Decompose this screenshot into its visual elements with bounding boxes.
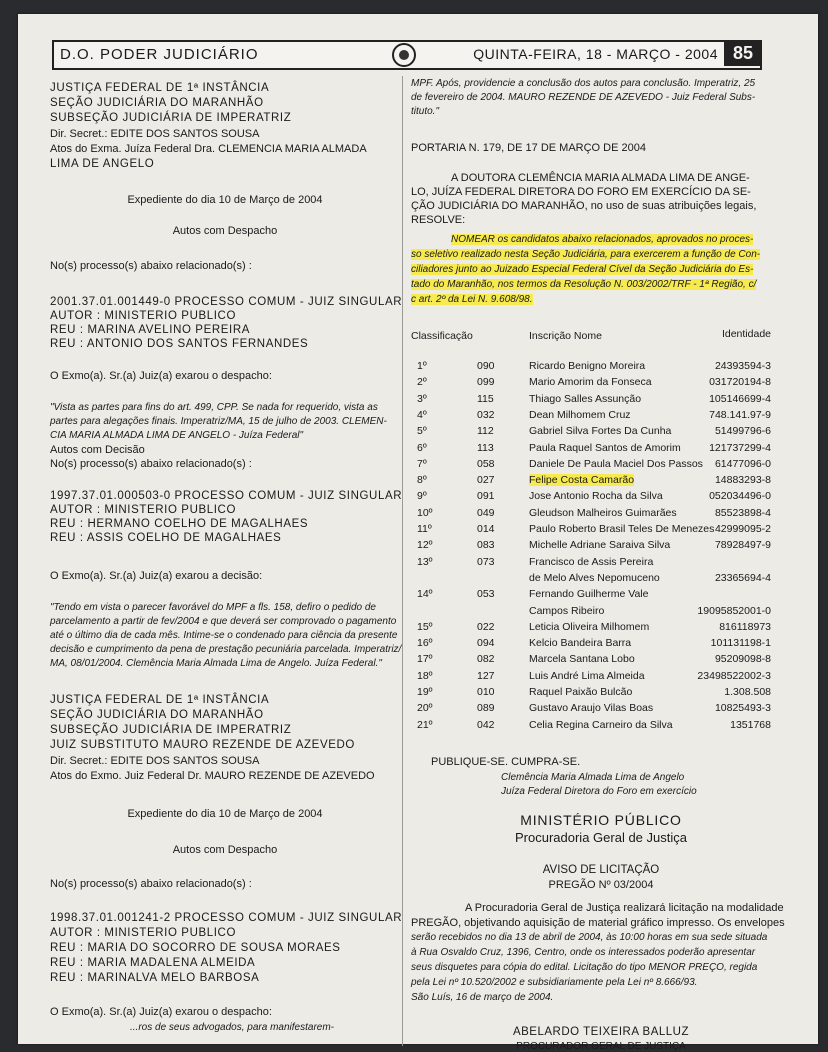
signer-name: ABELARDO TEIXEIRA BALLUZ	[512, 1026, 690, 1038]
autos-label: Autos com Despacho	[172, 844, 278, 856]
cell-cls: 11º	[417, 523, 432, 535]
signature-name: Clemência Maria Almada Lima de Angelo	[501, 772, 685, 783]
cell-nome: Campos Ribeiro	[529, 604, 605, 617]
coat-of-arms-icon	[392, 43, 416, 67]
cell-cls: 17º	[417, 653, 433, 666]
cell-cls: 5º	[417, 425, 427, 438]
processos-label: No(s) processo(s) abaixo relacionado(s) :	[50, 458, 252, 470]
table-row	[411, 719, 771, 735]
cell-nome: Thiago Salles Assunção	[529, 392, 642, 405]
table-row	[411, 539, 771, 555]
case-line: REU : ASSIS COELHO DE MAGALHAES	[50, 532, 282, 544]
cell-ins: 027	[477, 474, 495, 487]
cell-nome: Luis André Lima Almeida	[529, 669, 645, 682]
cell-nome: Raquel Paixão Bulcão	[529, 686, 633, 698]
table-row	[411, 670, 771, 686]
portaria-title: PORTARIA N. 179, DE 17 DE MARÇO DE 2004	[411, 142, 646, 154]
cell-cls: 3º	[417, 392, 427, 405]
cell-ident: 748.141.97-9	[709, 408, 771, 421]
header-classificacao: Classificação	[411, 330, 473, 342]
cell-nome: Michelle Adriane Saraiva Silva	[529, 539, 671, 552]
cell-nome: Celia Regina Carneiro da Silva	[529, 718, 673, 731]
expediente: Expediente do dia 10 de Março de 2004	[127, 194, 323, 206]
cell-nome: Francisco de Assis Pereira	[529, 555, 654, 568]
despacho-text: CIA MARIA ALMADA LIMA DE ANGELO - Juíza Federal"	[50, 430, 304, 441]
aviso-title: AVISO DE LICITAÇÃO	[542, 864, 660, 876]
portaria-intro: LO, JUÍZA FEDERAL DIRETORA DO FORO EM EXERCÍCIO DA SE-	[411, 186, 751, 198]
case-line: AUTOR : MINISTERIO PUBLICO	[50, 310, 236, 322]
table-row	[411, 474, 771, 490]
nomear-text: ciliadores junto ao Juizado Especial Federal Cível da Seção Judiciária do Es-	[411, 264, 754, 275]
cell-ident: 105146699-4	[709, 392, 771, 405]
aviso-body: seus disquetes para cópia do edital. Licitação do tipo MENOR PREÇO, regida	[411, 962, 758, 973]
cell-ins: 113	[477, 441, 494, 454]
decisao-text: decisão e cumprimento da pena de prestação pecuniária parcelada. Imperatriz/	[50, 644, 402, 655]
signature-role: Juíza Federal Diretora do Foro em exercício	[501, 786, 697, 797]
cell-ins: 083	[477, 539, 495, 552]
aviso-body: A Procuradoria Geral de Justiça realizará licitação na modalidade	[465, 902, 784, 914]
processos-label: No(s) processo(s) abaixo relacionado(s) :	[50, 260, 252, 272]
cell-ident: 61477096-0	[714, 457, 771, 470]
portaria-intro: A DOUTORA CLEMÊNCIA MARIA ALMADA LIMA DE ANGE-	[451, 172, 750, 184]
cell-ident: 85523898-4	[714, 506, 771, 519]
cell-nome: Gustavo Araujo Vilas Boas	[529, 702, 654, 715]
cell-nome: Kelcio Bandeira Barra	[529, 637, 632, 650]
court-line: Atos do Exmo. Juiz Federal Dr. MAURO REZENDE DE AZEVEDO	[50, 770, 375, 782]
case-line: REU : ANTONIO DOS SANTOS FERNANDES	[50, 338, 309, 350]
cell-nome: Marcela Santana Lobo	[529, 653, 635, 666]
court-line: SUBSEÇÃO JUDICIÁRIA DE IMPERATRIZ	[50, 724, 292, 736]
cell-ident: 24393594-3	[714, 360, 771, 372]
cell-cls: 16º	[417, 637, 433, 650]
cell-ins: 112	[477, 425, 494, 438]
court-line: SUBSEÇÃO JUDICIÁRIA DE IMPERATRIZ	[50, 112, 292, 124]
decisao-text: até o último dia de cada mês. Intime-se o condenado para ciência da presente	[50, 630, 398, 641]
cell-nome: Ricardo Benigno Moreira	[529, 360, 646, 372]
exarou-despacho: O Exmo(a). Sr.(a) Juiz(a) exarou o despacho:	[50, 370, 272, 382]
cell-ident: 78928497-9	[714, 539, 771, 552]
cell-nome: Dean Milhomem Cruz	[529, 408, 631, 421]
cell-cls: 8º	[417, 474, 427, 487]
cell-ident: 1351768	[730, 718, 771, 731]
processos-label: No(s) processo(s) abaixo relacionado(s) :	[50, 878, 252, 890]
cell-ins: 082	[477, 653, 495, 666]
mp-title: MINISTÉRIO PÚBLICO	[520, 812, 682, 828]
cell-nome: Fernando Guilherme Vale	[529, 588, 649, 601]
cell-cls: 13º	[417, 555, 433, 568]
nomear-text: c art. 2º da Lei N. 9.608/98.	[411, 294, 533, 305]
table-row	[411, 425, 771, 441]
table-row	[411, 572, 771, 588]
cell-ident: 121737299-4	[709, 441, 771, 454]
portaria-intro: ÇÃO JUDICIÁRIA DO MARANHÃO, no uso de suas atribuições legais,	[411, 200, 757, 212]
cell-ident: 23498522002-3	[697, 669, 771, 682]
cell-ins: 049	[477, 506, 495, 519]
case-line: AUTOR : MINISTERIO PUBLICO	[50, 504, 236, 516]
cell-ident: 51499796-6	[714, 425, 771, 438]
mp-subtitle: Procuradoria Geral de Justiça	[515, 830, 687, 845]
case-line: REU : MARINALVA MELO BARBOSA	[50, 972, 260, 984]
expediente: Expediente do dia 10 de Março de 2004	[127, 808, 323, 820]
continued-text: de fevereiro de 2004. MAURO REZENDE DE AZEVEDO - Juiz Federal Subs-	[411, 92, 756, 103]
cell-ins: 127	[477, 669, 495, 682]
cell-cls: 7º	[417, 457, 427, 470]
exarou-despacho: O Exmo(a). Sr.(a) Juiz(a) exarou o despacho:	[50, 1006, 272, 1018]
table-row	[411, 702, 771, 718]
court-line: JUSTIÇA FEDERAL DE 1ª INSTÂNCIA	[50, 694, 270, 706]
cell-ins: 091	[477, 490, 495, 503]
aviso-body: serão recebidos no dia 13 de abril de 2004, às 10:00 horas em sua sede situada	[411, 932, 768, 943]
autos-label: Autos com Despacho	[172, 225, 278, 237]
cell-nome: Felipe Costa Camarão	[529, 474, 635, 487]
table-row	[411, 637, 771, 653]
table-row	[411, 556, 771, 572]
cell-ident: 052034496-0	[709, 490, 771, 503]
cell-nome: de Melo Alves Nepomuceno	[529, 571, 660, 584]
court-line: Dir. Secret.: EDITE DOS SANTOS SOUSA	[50, 755, 260, 767]
cell-ins: 042	[477, 718, 495, 731]
court-line: JUSTIÇA FEDERAL DE 1ª INSTÂNCIA	[50, 82, 270, 94]
cell-cls: 10º	[417, 506, 433, 519]
court-line: SEÇÃO JUDICIÁRIA DO MARANHÃO	[50, 709, 264, 721]
cell-ins: 032	[477, 408, 495, 421]
cell-ident: 031720194-8	[709, 376, 771, 389]
cell-cls: 14º	[417, 588, 433, 601]
cell-ins: 115	[477, 392, 494, 405]
table-row	[411, 605, 771, 621]
continued-text: tituto."	[411, 106, 440, 117]
table-row	[411, 442, 771, 458]
signer-role: PROCURADOR GERAL DE JUSTIÇA	[516, 1041, 686, 1052]
candidates-table	[411, 360, 771, 740]
cell-ins: 090	[477, 360, 495, 372]
publique: PUBLIQUE-SE. CUMPRA-SE.	[431, 756, 581, 768]
case-line: 1998.37.01.001241-2 PROCESSO COMUM - JUIZ SINGULAR	[50, 912, 403, 924]
column-divider	[402, 76, 403, 1046]
case-line: REU : HERMANO COELHO DE MAGALHAES	[50, 518, 309, 530]
cell-nome: Mario Amorim da Fonseca	[529, 376, 652, 389]
table-row	[411, 458, 771, 474]
despacho-cut-text: ...ros de seus advogados, para manifestarem-	[130, 1022, 334, 1033]
case-line: REU : MARINA AVELINO PEREIRA	[50, 324, 250, 336]
cell-nome: Paula Raquel Santos de Amorim	[529, 441, 681, 454]
aviso-body: à Rua Osvaldo Cruz, 1396, Centro, onde os interessados poderão apresentar	[411, 947, 756, 958]
cell-ident: 23365694-4	[714, 571, 771, 584]
cell-ident: 101131198-1	[710, 637, 771, 650]
case-line: 2001.37.01.001449-0 PROCESSO COMUM - JUIZ SINGULAR	[50, 296, 403, 308]
cell-cls: 15º	[417, 620, 433, 633]
table-row	[411, 409, 771, 425]
case-line: 1997.37.01.000503-0 PROCESSO COMUM - JUIZ SINGULAR	[50, 490, 403, 502]
cell-cls: 1º	[417, 360, 427, 372]
despacho-text: partes para alegações finais. Imperatriz/MA, 15 de julho de 2003. CLEMEN-	[50, 416, 387, 427]
aviso-body: São Luís, 16 de março de 2004.	[411, 992, 554, 1003]
cell-cls: 12º	[417, 539, 433, 552]
header-identidade: Identidade	[721, 328, 771, 340]
nomear-text: NOMEAR os candidatos abaixo relacionados, aprovados no proces-	[451, 234, 754, 245]
exarou-decisao: O Exmo(a). Sr.(a) Juiz(a) exarou a decisão:	[50, 570, 263, 582]
portaria-intro: RESOLVE:	[411, 214, 466, 226]
decisao-text: MA, 08/01/2004. Clemência Maria Almada Lima de Angelo. Juíza Federal."	[50, 658, 382, 669]
nomear-text: so seletivo realizado nesta Seção Judiciária, para exercerem a função de Con-	[411, 249, 761, 260]
cell-ins: 073	[477, 555, 495, 568]
pregao-number: PREGÃO Nº 03/2004	[548, 879, 654, 891]
court-line: LIMA DE ANGELO	[50, 158, 155, 170]
cell-cls: 19º	[417, 686, 433, 698]
cell-ins: 010	[477, 686, 495, 698]
cell-ins: 094	[477, 637, 495, 650]
cell-nome: Gabriel Silva Fortes Da Cunha	[529, 425, 672, 438]
decisao-text: "Tendo em vista o parecer favorável do MPF a fls. 158, defiro o pedido de	[50, 602, 376, 613]
case-line: AUTOR : MINISTERIO PUBLICO	[50, 927, 236, 939]
aviso-body: pela Lei nº 10.520/2002 e subsidiariamente pela Lei nº 8.666/93.	[411, 977, 698, 988]
cell-cls: 6º	[417, 441, 427, 454]
cell-nome: Leticia Oliveira Milhomem	[529, 620, 650, 633]
court-line: SEÇÃO JUDICIÁRIA DO MARANHÃO	[50, 97, 264, 109]
cell-cls: 21º	[417, 718, 433, 731]
aviso-body: PREGÃO, objetivando aquisição de material gráfico impresso. Os envelopes	[411, 917, 785, 929]
cell-ident: 42999095-2	[714, 523, 771, 535]
cell-cls: 9º	[417, 490, 427, 503]
cell-ident: 10825493-3	[714, 702, 771, 715]
table-row	[411, 523, 771, 539]
cell-cls: 2º	[417, 376, 427, 389]
page-header	[52, 40, 762, 70]
cell-ident: 95209098-8	[714, 653, 771, 666]
cell-ins: 099	[477, 376, 495, 389]
table-row	[411, 653, 771, 669]
nomear-text: tado do Maranhão, nos termos da Resolução N. 003/2002/TRF - 1ª Região, c/	[411, 279, 757, 290]
table-row	[411, 376, 771, 392]
case-line: REU : MARIA MADALENA ALMEIDA	[50, 957, 256, 969]
cell-cls: 4º	[417, 408, 427, 421]
table-row	[411, 490, 771, 506]
cell-cls: 18º	[417, 669, 433, 682]
cell-ins: 022	[477, 620, 495, 633]
header-date: QUINTA-FEIRA, 18 - MARÇO - 2004	[473, 46, 718, 62]
header-inscricao-nome: Inscrição Nome	[529, 330, 602, 342]
court-line: Atos do Exma. Juíza Federal Dra. CLEMENCIA MARIA ALMADA	[50, 143, 367, 155]
header-publication: D.O. PODER JUDICIÁRIO	[60, 46, 259, 63]
decisao-text: parcelamento a partir de fev/2004 e que deverá ser comprovado o pagamento	[50, 616, 397, 627]
case-line: REU : MARIA DO SOCORRO DE SOUSA MORAES	[50, 942, 341, 954]
autos-decisao: Autos com Decisão	[50, 444, 145, 456]
cell-ins: 058	[477, 457, 495, 470]
cell-ins: 014	[477, 523, 495, 535]
cell-ident: 14883293-8	[714, 474, 771, 487]
table-row	[411, 360, 771, 376]
table-row	[411, 507, 771, 523]
cell-ident: 1.308.508	[724, 686, 771, 698]
cell-ins: 089	[477, 702, 495, 715]
cell-ident: 19095852001-0	[697, 604, 771, 617]
court-line: JUIZ SUBSTITUTO MAURO REZENDE DE AZEVEDO	[50, 739, 355, 751]
table-row	[411, 393, 771, 409]
newspaper-page	[18, 14, 818, 1052]
cell-ins: 053	[477, 588, 495, 601]
cell-nome: Gleudson Malheiros Guimarães	[529, 506, 677, 519]
cell-nome: Paulo Roberto Brasil Teles De Menezes	[529, 523, 715, 535]
cell-nome: Daniele De Paula Maciel Dos Passos	[529, 457, 703, 470]
table-row	[411, 621, 771, 637]
despacho-text: "Vista as partes para fins do art. 499, CPP. Se nada for requerido, vista as	[50, 402, 378, 413]
continued-text: MPF. Após, providencie a conclusão dos autos para conclusão. Imperatriz, 25	[411, 78, 756, 89]
page-number: 85	[724, 40, 762, 66]
cell-ident: 816118973	[719, 620, 771, 633]
cell-cls: 20º	[417, 702, 433, 715]
table-row	[411, 686, 771, 702]
cell-nome: Jose Antonio Rocha da Silva	[529, 490, 663, 503]
table-row	[411, 588, 771, 604]
court-line: Dir. Secret.: EDITE DOS SANTOS SOUSA	[50, 128, 260, 140]
